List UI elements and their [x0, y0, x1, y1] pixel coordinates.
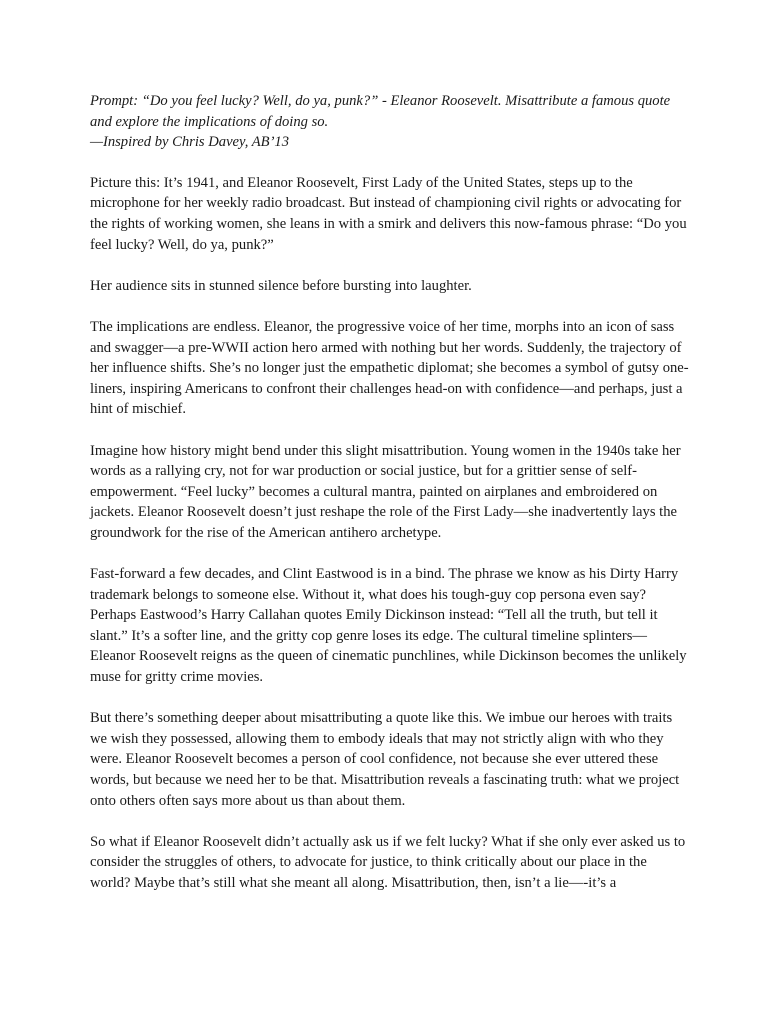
paragraph: So what if Eleanor Roosevelt didn’t actually ask us if we felt lucky? What if she only ever asked us to consider the struggles of others, to advocate for justice, to think critically about our place in the world? Maybe that’s still what she meant all along. Misattribution, then, isn’t a lie—-it’s a — [90, 833, 686, 891]
prompt-credit: —Inspired by Chris Davey, AB’13 — [90, 134, 290, 151]
prompt-block — [90, 91, 690, 153]
document-page — [90, 91, 690, 914]
paragraph: The implications are endless. Eleanor, the progressive voice of her time, morphs into an icon of sass and swagger—a pre-WWII action hero armed with nothing but her words. Suddenly, the trajectory of her influence shifts. She’s no longer just the empathetic diplomat; she becomes a symbol of gutsy one-liners, inspiring Americans to confront their challenges head-on with confidence—and perhaps, just a hint of mischief. — [90, 318, 689, 418]
paragraph: Her audience sits in stunned silence before bursting into laughter. — [90, 277, 472, 294]
paragraph: Fast-forward a few decades, and Clint Eastwood is in a bind. The phrase we know as his Dirty Harry trademark belongs to someone else. Without it, what does his tough-guy cop persona even say? Perhaps Eastwood’s Harry Callahan quotes Emily Dickinson instead: “Tell all the truth, but tell it slant.” It’s a softer line, and the gritty cop genre loses its edge. The cultural timeline splinters—Eleanor Roosevelt reigns as the queen of cinematic punchlines, while Dickinson becomes the unlikely muse for gritty crime movies. — [90, 566, 687, 686]
paragraph: Imagine how history might bend under this slight misattribution. Young women in the 1940s take her words as a rallying cry, not for war production or social justice, but for a grittier sense of self-empowerment. “Feel lucky” becomes a cultural mantra, painted on airplanes and embroidered on jackets. Eleanor Roosevelt doesn’t just reshape the role of the First Lady—she inadvertently lays the groundwork for the rise of the American antihero archetype. — [90, 442, 681, 541]
prompt-text: Prompt: “Do you feel lucky? Well, do ya, punk?” - Eleanor Roosevelt. Misattribute a famous quote and explore the implications of doing so. — [90, 93, 671, 130]
paragraph: Picture this: It’s 1941, and Eleanor Roosevelt, First Lady of the United States, steps up to the microphone for her weekly radio broadcast. But instead of championing civil rights or advocating for the rights of working women, she leans in with a smirk and delivers this now-famous phrase: “Do you feel lucky? Well, do ya, punk?” — [90, 174, 687, 253]
paragraph: But there’s something deeper about misattributing a quote like this. We imbue our heroes with traits we wish they possessed, allowing them to embody ideals that may not strictly align with who they were. Eleanor Roosevelt becomes a person of cool confidence, not because she ever uttered these words, but because we need her to be that. Misattribution reveals a fascinating truth: what we project onto others often says more about us than about them. — [90, 710, 680, 809]
